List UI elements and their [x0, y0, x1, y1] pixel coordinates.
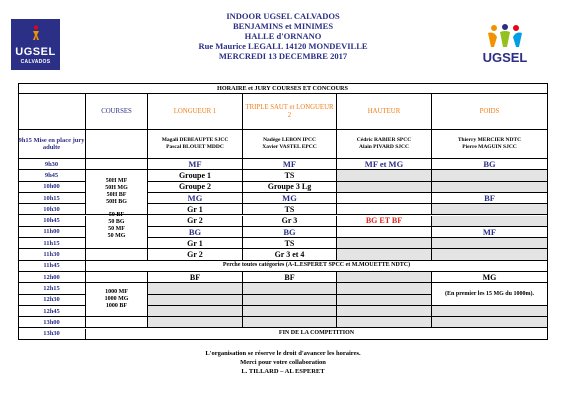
cell-hauteur — [337, 238, 432, 249]
cell-hauteur — [337, 204, 432, 215]
cell-hauteur — [337, 272, 432, 283]
cell-triple: Gr 3 — [243, 216, 337, 227]
cell-triple — [243, 317, 337, 328]
time-slot: 13h00 — [18, 317, 86, 328]
courses-cell — [86, 317, 148, 328]
cell-triple: Gr 3 et 4 — [243, 249, 337, 260]
cell-triple: TS — [243, 238, 337, 249]
cell-lon1: BF — [148, 272, 243, 283]
header-time — [18, 94, 86, 130]
cell-lon1 — [148, 283, 243, 294]
logo-left-text: UGSEL — [15, 46, 56, 58]
cell-lon1: BG — [148, 227, 243, 238]
cell-poids — [432, 170, 548, 181]
courses-cell — [86, 272, 148, 283]
time-slot: 9h30 — [18, 159, 86, 170]
jury-hauteur: Cédric RABIER SPCC Alain PIVARD SJCC — [337, 130, 432, 159]
cell-triple: MF — [243, 159, 337, 170]
cell-lon1 — [148, 295, 243, 306]
footer-thanks: Merci pour votre collaboration — [240, 359, 326, 366]
ugsel-calvados-logo — [11, 19, 60, 70]
cell-lon1: MF — [148, 159, 243, 170]
cell-poids: MF — [432, 227, 548, 238]
cell-lon1 — [148, 317, 243, 328]
jury-poids: Thierry MERCIER NDTC Pierre MAGUIN SJCC — [432, 130, 548, 159]
time-slot: 10h15 — [18, 193, 86, 204]
event-categories: BENJAMINS et MINIMES — [232, 21, 334, 31]
time-slot: 10h00 — [18, 182, 86, 193]
time-slot: 10h45 — [18, 216, 86, 227]
header-triple-saut: TRIPLE SAUT et LONGUEUR 2 — [243, 94, 337, 130]
cell-poids — [432, 204, 548, 215]
time-slot: 11h00 — [18, 227, 86, 238]
cell-lon1: Groupe 1 — [148, 170, 243, 181]
event-venue: HALLE d'ORNANO — [244, 31, 322, 41]
cell-hauteur — [337, 317, 432, 328]
cell-lon1: Gr 1 — [148, 238, 243, 249]
cell-poids — [432, 238, 548, 249]
cell-hauteur — [337, 227, 432, 238]
courses-block: 50 BF 50 BG 50 MF 50 MG — [86, 204, 148, 249]
event-date: MERCREDI 13 DECEMBRE 2017 — [218, 51, 348, 61]
courses-block: 50H MF 50H MG 50H BF 50H BG — [86, 170, 148, 215]
cell-hauteur — [337, 283, 432, 294]
footer-disclaimer: L'organisation se réserve le droit d'avancer les horaires. — [205, 350, 361, 357]
ugsel-logo — [482, 23, 528, 69]
cell-lon1: Gr 2 — [148, 249, 243, 260]
row-span-note: Perche toutes catégories (A-L.ESPERET SPCC et M.MOUETTE NDTC) — [86, 261, 548, 272]
cell-triple — [243, 283, 337, 294]
ugsel-figures-icon — [482, 23, 528, 49]
cell-hauteur: BG ET BF — [337, 216, 432, 227]
cell-poids: BF — [432, 193, 548, 204]
cell-lon1 — [148, 306, 243, 317]
event-title: INDOOR UGSEL CALVADOS — [226, 11, 340, 21]
time-slot: 12h00 — [18, 272, 86, 283]
cell-hauteur — [337, 306, 432, 317]
row-span-note: FIN DE LA COMPETITION — [86, 329, 548, 340]
athlete-icon — [31, 25, 41, 41]
event-address: Rue Maurice LEGALL 14120 MONDEVILLE — [198, 41, 368, 51]
time-slot: 11h30 — [18, 249, 86, 260]
cell-hauteur — [337, 249, 432, 260]
header-hauteur: HAUTEUR — [337, 94, 432, 130]
cell-hauteur — [337, 182, 432, 193]
cell-lon1: Gr 2 — [148, 216, 243, 227]
time-slot: 12h15 — [18, 283, 86, 294]
time-slot: 13h30 — [18, 329, 86, 340]
cell-triple — [243, 295, 337, 306]
cell-poids — [432, 306, 548, 317]
table-caption: HORAIRE et JURY COURSES ET CONCOURS — [18, 83, 548, 94]
time-slot: 10h30 — [18, 204, 86, 215]
cell-poids: BG — [432, 159, 548, 170]
jury-longueur-1: Magali DEBEAUPTE SJCC Pascal BLOUET MDDC — [148, 130, 243, 159]
courses-block: 1000 MF 1000 MG 1000 BF — [86, 283, 148, 317]
logo-left-subtext: CALVADOS — [20, 59, 51, 65]
cell-lon1: MG — [148, 193, 243, 204]
cell-triple: TS — [243, 204, 337, 215]
cell-triple: Groupe 3 Lg — [243, 182, 337, 193]
courses-cell — [86, 159, 148, 170]
header-poids: POIDS — [432, 94, 548, 130]
logo-right-text: UGSEL — [482, 50, 528, 65]
cell-hauteur: MF et MG — [337, 159, 432, 170]
cell-triple: BG — [243, 227, 337, 238]
cell-poids: MG — [432, 272, 548, 283]
header-longueur-1: LONGUEUR 1 — [148, 94, 243, 130]
cell-triple: TS — [243, 170, 337, 181]
jury-setup-label: 9h15 Mise en place jury adulte — [18, 130, 86, 159]
footer-signature: L. TILLARD – AL ESPERET — [241, 368, 325, 375]
jury-courses — [86, 130, 148, 159]
time-slot: 9h45 — [18, 170, 86, 181]
courses-cell — [86, 249, 148, 260]
cell-hauteur — [337, 170, 432, 181]
time-slot: 11h45 — [18, 261, 86, 272]
cell-hauteur — [337, 295, 432, 306]
cell-lon1: Groupe 2 — [148, 182, 243, 193]
cell-poids — [432, 249, 548, 260]
cell-triple: MG — [243, 193, 337, 204]
cell-triple — [243, 306, 337, 317]
cell-poids — [432, 317, 548, 328]
time-slot: 12h30 — [18, 295, 86, 306]
jury-triple-saut: Nadège LEBON IPCC Xavier VASTEL EPCC — [243, 130, 337, 159]
time-slot: 12h45 — [18, 306, 86, 317]
header-courses: COURSES — [86, 94, 148, 130]
cell-poids — [432, 182, 548, 193]
schedule-table — [18, 83, 548, 340]
time-slot: 11h15 — [18, 238, 86, 249]
cell-lon1: Gr 1 — [148, 204, 243, 215]
cell-poids — [432, 216, 548, 227]
cell-triple: BF — [243, 272, 337, 283]
poids-note: (En premier les 15 MG du 1000m). — [432, 283, 548, 306]
cell-hauteur — [337, 193, 432, 204]
